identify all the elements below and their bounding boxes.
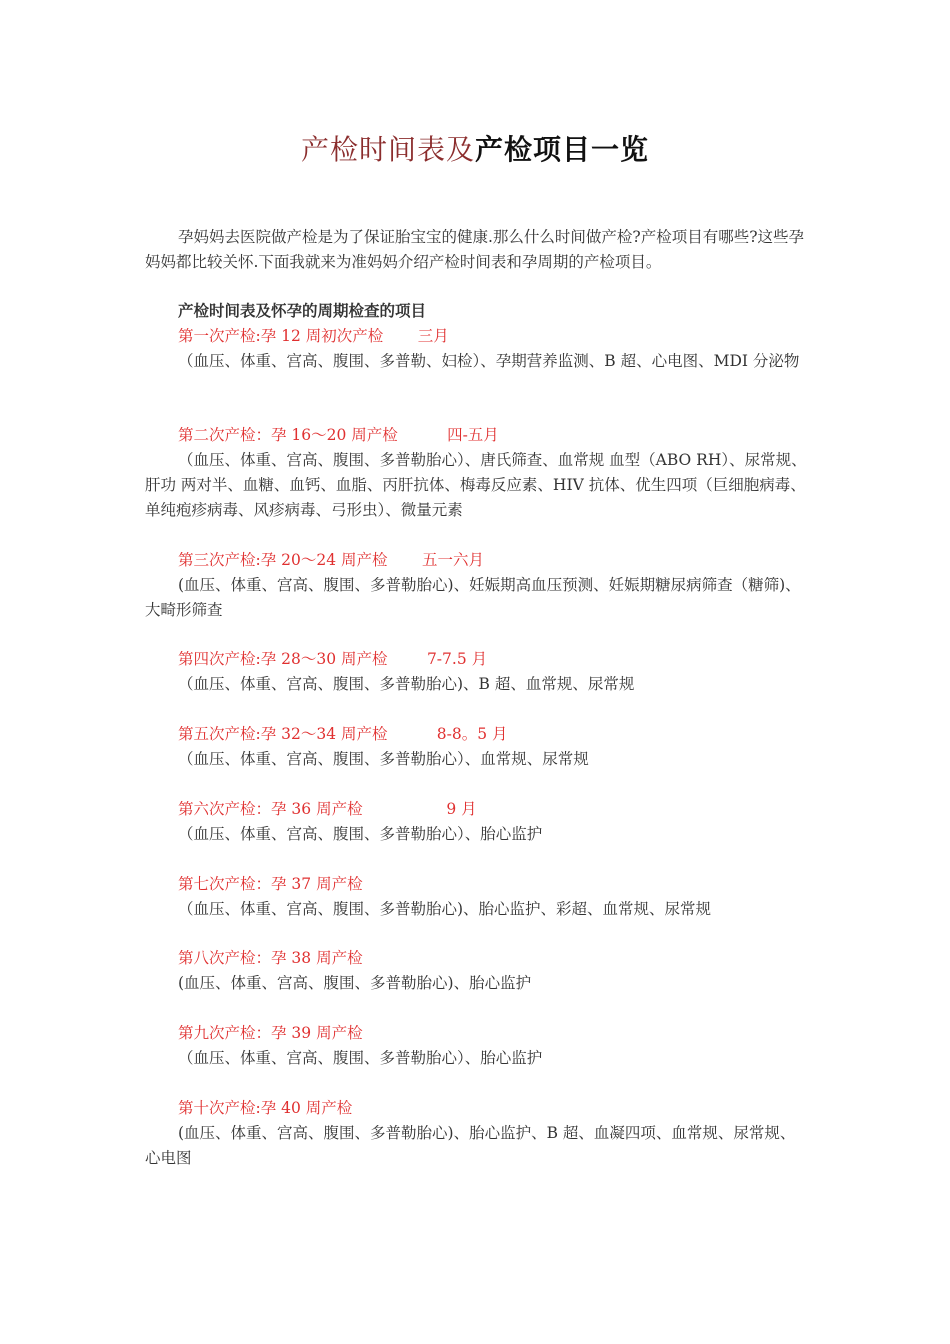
visit-items: （血压、体重、宫高、腹围、多普勒胎心）、胎心监护 — [178, 825, 543, 843]
page-title-part-b: 产检项目一览 — [475, 133, 650, 166]
visit-1 — [145, 324, 810, 374]
visit-items: （血压、体重、宫高、腹围、多普勒胎心)、B 超、血常规、尿常规 — [178, 675, 635, 693]
visit-items: (血压、体重、宫高、腹围、多普勒胎心)、妊娠期高血压预测、妊娠期糖尿病筛查（糖筛)、大畸形筛查 — [145, 576, 801, 619]
visit-heading: 第十次产检:孕 40 周产检 — [178, 1099, 353, 1117]
page-title-part-a: 产检时间表及 — [300, 133, 475, 166]
visit-heading: 第二次产检：孕 16～20 周产检 四-五月 — [178, 426, 499, 444]
section-heading: 产检时间表及怀孕的周期检查的项目 — [178, 302, 427, 320]
page-title — [0, 128, 950, 172]
visit-items: （血压、体重、宫高、腹围、多普勒胎心）、唐氏筛查、血常规 血型（ABO RH）、尿常规、 肝功 两对半、血糖、血钙、血脂、丙肝抗体、梅毒反应素、HIV 抗体、优生四项（巨细胞病毒、单纯疱疹病毒、风疹病毒、弓形虫）、微量元素 — [145, 451, 807, 519]
visit-heading: 第六次产检：孕 36 周产检 9 月 — [178, 800, 477, 818]
visit-3 — [145, 548, 810, 623]
visit-items: (血压、体重、宫高、腹围、多普勒胎心)、胎心监护、B 超、血凝四项、血常规、尿常规、心电图 — [145, 1124, 796, 1167]
visit-5 — [145, 722, 810, 772]
visit-4 — [145, 647, 810, 697]
visit-heading: 第五次产检:孕 32～34 周产检 8-8。5 月 — [178, 725, 508, 743]
visit-8 — [145, 946, 810, 996]
visit-6 — [145, 797, 810, 847]
visit-heading: 第三次产检:孕 20～24 周产检 五一六月 — [178, 551, 485, 569]
visit-items: （血压、体重、宫高、腹围、多普勒胎心)、胎心监护、彩超、血常规、尿常规 — [178, 900, 712, 918]
visit-9 — [145, 1021, 810, 1071]
visit-heading: 第八次产检：孕 38 周产检 — [178, 949, 363, 967]
visit-items: （血压、体重、宫高、腹围、多普勒胎心）、胎心监护 — [178, 1049, 543, 1067]
visit-heading: 第七次产检：孕 37 周产检 — [178, 875, 363, 893]
intro-paragraph: 孕妈妈去医院做产检是为了保证胎宝宝的健康.那么什么时间做产检?产检项目有哪些?这些孕妈妈都比较关怀.下面我就来为准妈妈介绍产检时间表和孕周期的产检项目。 — [145, 228, 805, 271]
visit-7 — [145, 872, 810, 922]
visit-heading: 第一次产检:孕 12 周初次产检 三月 — [178, 327, 449, 345]
visit-heading: 第九次产检：孕 39 周产检 — [178, 1024, 363, 1042]
visit-2 — [145, 423, 810, 523]
visit-items: (血压、体重、宫高、腹围、多普勒胎心)、胎心监护 — [178, 974, 532, 992]
visit-items: （血压、体重、宫高、腹围、多普勒、妇检）、孕期营养监测、B 超、心电图、MDI 分泌物 — [178, 352, 800, 370]
visit-10 — [145, 1096, 810, 1171]
visit-items: （血压、体重、宫高、腹围、多普勒胎心）、血常规、尿常规 — [178, 750, 589, 768]
visit-heading: 第四次产检:孕 28～30 周产检 7-7.5 月 — [178, 650, 488, 668]
